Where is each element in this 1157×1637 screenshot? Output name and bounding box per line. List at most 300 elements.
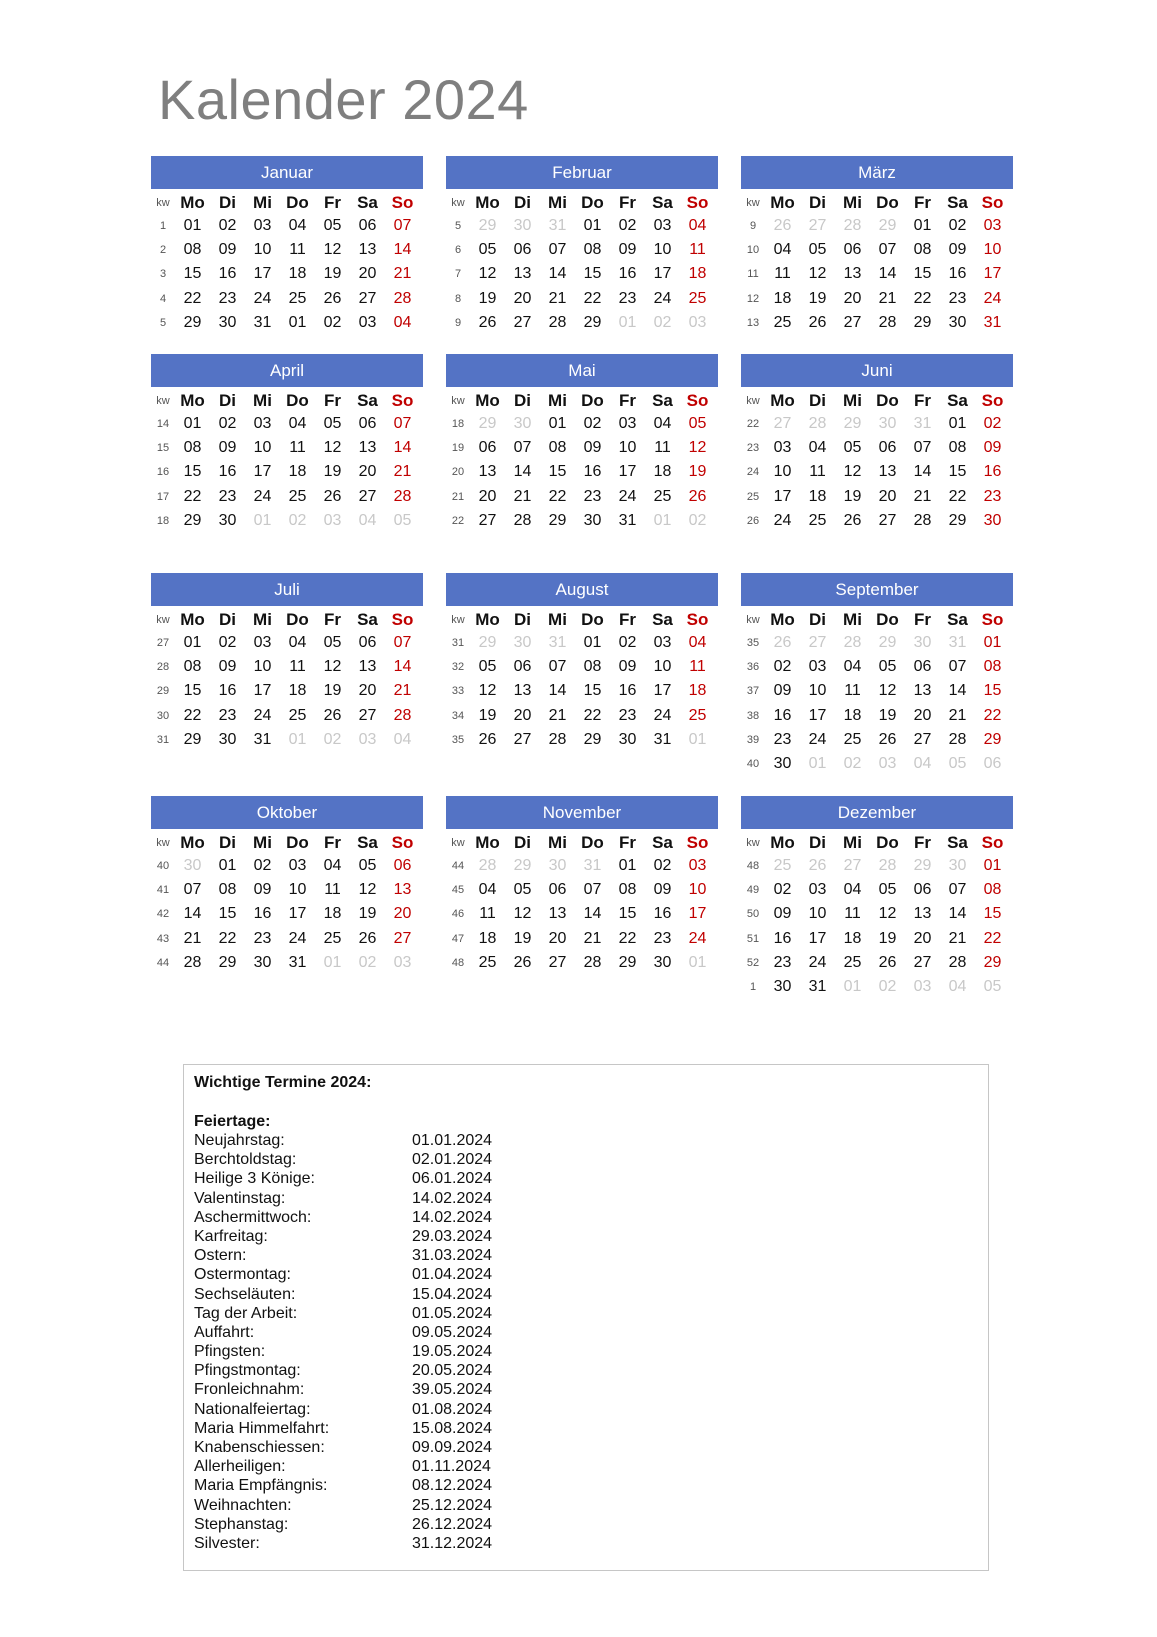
week-row [741, 728, 1013, 752]
day-cell: 16 [218, 682, 237, 700]
day-cell: 14 [948, 682, 967, 700]
month-juli [151, 573, 423, 752]
month-header: Oktober [151, 796, 423, 829]
weekday-label: Mo [770, 391, 795, 410]
weekday-label: Di [514, 193, 531, 212]
weekday-label: Di [219, 391, 236, 410]
day-cell: 23 [218, 706, 237, 724]
day-cell: 08 [548, 439, 567, 457]
day-cell: 17 [808, 929, 827, 947]
day-cell: 21 [393, 265, 412, 283]
month-header: Juli [151, 573, 423, 606]
week-number: 6 [454, 244, 462, 257]
week-row [446, 902, 718, 926]
holiday-date: 01.05.2024 [412, 1304, 493, 1322]
day-cell: 26 [478, 730, 497, 748]
weekday-label: Di [809, 610, 826, 629]
day-cell-other-month: 27 [843, 857, 862, 875]
weekday-label: Mi [548, 193, 567, 212]
day-cell: 30 [773, 755, 792, 773]
day-cell: 09 [218, 658, 237, 676]
week-number: 32 [451, 661, 465, 674]
month-dezember [741, 796, 1013, 999]
week-number: 41 [156, 884, 170, 897]
day-cell: 04 [773, 241, 792, 259]
day-cell: 02 [948, 217, 967, 235]
day-cell: 02 [653, 857, 672, 875]
week-row [741, 238, 1013, 262]
day-cell: 25 [323, 929, 342, 947]
day-cell: 08 [983, 881, 1002, 899]
day-cell: 05 [513, 881, 532, 899]
week-row [151, 878, 423, 902]
week-row [151, 655, 423, 679]
holiday-row [194, 1246, 978, 1265]
day-cell: 29 [618, 953, 637, 971]
day-cell: 21 [183, 929, 202, 947]
day-cell: 25 [843, 953, 862, 971]
day-cell: 13 [513, 265, 532, 283]
day-cell: 22 [948, 487, 967, 505]
day-cell: 20 [513, 706, 532, 724]
day-cell-other-month: 01 [688, 730, 707, 748]
day-cell: 24 [288, 929, 307, 947]
day-cell: 09 [948, 241, 967, 259]
day-cell: 14 [548, 682, 567, 700]
day-cell-other-month: 31 [548, 634, 567, 652]
day-cell: 05 [358, 857, 377, 875]
day-cell: 21 [548, 706, 567, 724]
holiday-row [194, 1380, 978, 1399]
day-cell: 24 [808, 730, 827, 748]
month-header: Juni [741, 354, 1013, 387]
holiday-date: 01.04.2024 [412, 1266, 493, 1284]
holiday-date: 19.05.2024 [412, 1343, 493, 1361]
kw-label: kw [746, 837, 760, 849]
day-cell: 28 [393, 487, 412, 505]
weekday-label: Mi [253, 610, 272, 629]
day-cell: 29 [218, 953, 237, 971]
weekday-label: Fr [324, 610, 341, 629]
weekday-label: Do [876, 610, 899, 629]
day-cell: 18 [688, 682, 707, 700]
day-cell: 23 [618, 289, 637, 307]
day-cell: 27 [913, 730, 932, 748]
weekday-label: Do [581, 833, 604, 852]
holiday-name: Fronleichnahm: [194, 1381, 305, 1399]
week-row [446, 485, 718, 509]
week-row [741, 287, 1013, 311]
day-cell-other-month: 06 [983, 755, 1002, 773]
weekday-label: Di [219, 833, 236, 852]
day-cell: 13 [358, 658, 377, 676]
day-cell: 22 [983, 706, 1002, 724]
day-cell: 01 [583, 634, 602, 652]
day-cell-other-month: 02 [688, 511, 707, 529]
day-cell-other-month: 31 [583, 857, 602, 875]
day-cell: 17 [288, 905, 307, 923]
day-cell: 29 [948, 511, 967, 529]
day-cell-other-month: 02 [358, 953, 377, 971]
day-cell: 08 [583, 241, 602, 259]
week-row [151, 412, 423, 436]
day-cell: 28 [548, 313, 567, 331]
day-cell: 29 [583, 730, 602, 748]
day-cell: 30 [583, 511, 602, 529]
weekday-row [446, 390, 718, 412]
day-cell: 28 [913, 511, 932, 529]
day-cell: 05 [878, 881, 897, 899]
weekday-label: So [686, 193, 709, 212]
day-cell: 27 [393, 929, 412, 947]
week-row [741, 902, 1013, 926]
day-cell: 30 [218, 511, 237, 529]
weekday-label: Mi [253, 193, 272, 212]
holiday-row [194, 1361, 978, 1380]
day-cell-other-month: 30 [548, 857, 567, 875]
week-number: 47 [451, 932, 465, 945]
day-cell: 04 [288, 217, 307, 235]
day-cell-other-month: 26 [773, 634, 792, 652]
day-cell: 26 [323, 487, 342, 505]
week-row [741, 752, 1013, 776]
day-cell: 03 [253, 217, 272, 235]
day-cell: 12 [323, 658, 342, 676]
day-cell: 12 [878, 682, 897, 700]
holiday-row [194, 1534, 978, 1553]
week-number: 5 [159, 316, 167, 329]
day-cell: 29 [548, 511, 567, 529]
day-cell: 10 [253, 439, 272, 457]
day-cell: 15 [618, 905, 637, 923]
weekday-label: Mo [770, 193, 795, 212]
day-cell: 28 [548, 730, 567, 748]
day-cell: 19 [878, 706, 897, 724]
day-cell: 07 [513, 439, 532, 457]
day-cell-other-month: 01 [288, 730, 307, 748]
weekday-label: Sa [652, 193, 673, 212]
day-cell: 27 [913, 953, 932, 971]
week-row [151, 238, 423, 262]
day-cell: 17 [653, 265, 672, 283]
day-cell-other-month: 28 [478, 857, 497, 875]
weekday-label: So [686, 391, 709, 410]
weekday-label: Do [876, 193, 899, 212]
day-cell: 01 [183, 415, 202, 433]
day-cell: 11 [324, 881, 341, 899]
week-row [446, 214, 718, 238]
week-row [741, 679, 1013, 703]
week-number: 35 [451, 733, 465, 746]
weekday-label: Sa [947, 391, 968, 410]
day-cell: 06 [393, 857, 412, 875]
day-cell: 03 [653, 634, 672, 652]
day-cell: 13 [393, 881, 412, 899]
day-cell: 10 [773, 463, 792, 481]
week-row [741, 655, 1013, 679]
day-cell-other-month: 28 [808, 415, 827, 433]
weekday-label: So [391, 391, 414, 410]
day-cell: 13 [913, 905, 932, 923]
holiday-date: 29.03.2024 [412, 1227, 493, 1245]
day-cell: 20 [358, 265, 377, 283]
day-cell-other-month: 29 [843, 415, 862, 433]
day-cell: 03 [288, 857, 307, 875]
day-cell: 31 [983, 313, 1002, 331]
weekday-label: Sa [357, 833, 378, 852]
holiday-row [194, 1169, 978, 1188]
holiday-row [194, 1227, 978, 1246]
month-mai [446, 354, 718, 533]
week-row [151, 311, 423, 335]
day-cell: 19 [808, 289, 827, 307]
day-cell: 05 [323, 634, 342, 652]
weekday-label: Mo [475, 610, 500, 629]
weekday-label: Sa [652, 610, 673, 629]
day-cell: 18 [323, 905, 342, 923]
day-cell: 27 [843, 313, 862, 331]
day-cell: 27 [358, 289, 377, 307]
day-cell: 07 [948, 658, 967, 676]
day-cell: 12 [878, 905, 897, 923]
day-cell-other-month: 03 [393, 953, 412, 971]
day-cell: 01 [983, 857, 1002, 875]
day-cell: 21 [583, 929, 602, 947]
day-cell: 13 [478, 463, 497, 481]
month-februar [446, 156, 718, 335]
day-cell: 28 [183, 953, 202, 971]
day-cell-other-month: 02 [653, 313, 672, 331]
week-number: 22 [746, 418, 760, 431]
day-cell: 19 [843, 487, 862, 505]
day-cell: 05 [688, 415, 707, 433]
day-cell: 08 [183, 658, 202, 676]
weekday-label: Fr [324, 193, 341, 212]
weekday-label: Do [581, 193, 604, 212]
weekday-label: Mi [843, 193, 862, 212]
day-cell: 23 [948, 289, 967, 307]
day-cell: 08 [183, 439, 202, 457]
day-cell: 01 [618, 857, 637, 875]
week-number: 37 [746, 685, 760, 698]
day-cell: 07 [393, 217, 412, 235]
day-cell: 02 [583, 415, 602, 433]
day-cell: 04 [843, 658, 862, 676]
day-cell: 06 [548, 881, 567, 899]
week-number: 52 [746, 956, 760, 969]
week-number: 23 [746, 442, 760, 455]
week-number: 35 [746, 637, 760, 650]
holiday-row [194, 1131, 978, 1150]
weekday-label: Fr [619, 610, 636, 629]
holiday-name: Aschermittwoch: [194, 1208, 312, 1226]
day-cell-other-month: 03 [323, 511, 342, 529]
day-cell: 29 [183, 730, 202, 748]
day-cell-other-month: 05 [948, 755, 967, 773]
holiday-row [194, 1419, 978, 1438]
week-number: 8 [454, 292, 462, 305]
weekday-label: Sa [947, 610, 968, 629]
day-cell: 25 [808, 511, 827, 529]
day-cell: 21 [948, 706, 967, 724]
day-cell: 30 [253, 953, 272, 971]
week-number: 9 [749, 220, 757, 233]
weekday-label: Fr [914, 193, 931, 212]
day-cell: 24 [688, 929, 707, 947]
day-cell: 16 [948, 265, 967, 283]
week-number: 1 [749, 981, 757, 994]
month-oktober [151, 796, 423, 975]
week-row [446, 854, 718, 878]
day-cell: 14 [393, 439, 412, 457]
day-cell: 07 [948, 881, 967, 899]
day-cell: 11 [774, 265, 791, 283]
day-cell: 25 [688, 706, 707, 724]
week-number: 28 [156, 661, 170, 674]
weekday-label: So [686, 833, 709, 852]
holiday-row [194, 1476, 978, 1495]
week-row [151, 509, 423, 533]
weekday-row [151, 832, 423, 854]
holiday-name: Ostermontag: [194, 1266, 291, 1284]
day-cell: 18 [653, 463, 672, 481]
kw-label: kw [156, 395, 170, 407]
day-cell: 02 [218, 415, 237, 433]
weekday-label: Fr [914, 391, 931, 410]
week-row [741, 214, 1013, 238]
day-cell: 08 [583, 658, 602, 676]
day-cell: 19 [688, 463, 707, 481]
day-cell: 24 [808, 953, 827, 971]
day-cell: 03 [808, 881, 827, 899]
day-cell: 14 [393, 658, 412, 676]
kw-label: kw [156, 837, 170, 849]
day-cell: 03 [773, 439, 792, 457]
month-header: November [446, 796, 718, 829]
day-cell: 30 [218, 730, 237, 748]
day-cell: 09 [218, 439, 237, 457]
weekday-label: Do [286, 833, 309, 852]
week-number: 12 [746, 292, 760, 305]
week-number: 1 [159, 220, 167, 233]
day-cell: 01 [183, 634, 202, 652]
day-cell: 17 [253, 265, 272, 283]
holiday-name: Knabenschiessen: [194, 1439, 325, 1456]
day-cell: 07 [878, 241, 897, 259]
day-cell-other-month: 03 [688, 313, 707, 331]
week-number: 19 [451, 442, 465, 455]
day-cell: 19 [513, 929, 532, 947]
weekday-row [741, 832, 1013, 854]
weekday-label: Di [809, 833, 826, 852]
day-cell: 05 [323, 217, 342, 235]
day-cell-other-month: 30 [513, 217, 532, 235]
day-cell: 17 [773, 487, 792, 505]
day-cell: 14 [393, 241, 412, 259]
day-cell: 25 [653, 487, 672, 505]
holiday-date: 01.08.2024 [412, 1400, 493, 1418]
holiday-date: 31.12.2024 [412, 1534, 493, 1552]
day-cell: 18 [773, 289, 792, 307]
day-cell: 10 [288, 881, 307, 899]
day-cell: 31 [288, 953, 307, 971]
month-januar [151, 156, 423, 335]
day-cell: 24 [653, 289, 672, 307]
day-cell-other-month: 27 [808, 634, 827, 652]
kw-label: kw [156, 197, 170, 209]
day-cell: 10 [688, 881, 707, 899]
day-cell-other-month: 02 [843, 755, 862, 773]
week-row [446, 460, 718, 484]
day-cell: 16 [218, 265, 237, 283]
day-cell: 11 [689, 241, 706, 259]
day-cell: 13 [358, 241, 377, 259]
day-cell-other-month: 26 [808, 857, 827, 875]
day-cell: 27 [358, 487, 377, 505]
week-row [741, 878, 1013, 902]
day-cell: 17 [653, 682, 672, 700]
holiday-name: Neujahrstag: [194, 1132, 285, 1149]
day-cell: 06 [358, 415, 377, 433]
week-row [151, 902, 423, 926]
day-cell: 03 [358, 313, 377, 331]
holiday-date: 01.11.2024 [412, 1458, 491, 1476]
day-cell: 30 [983, 511, 1002, 529]
weekday-row [446, 192, 718, 214]
holiday-row [194, 1304, 978, 1323]
day-cell: 03 [653, 217, 672, 235]
week-row [446, 412, 718, 436]
day-cell: 26 [808, 313, 827, 331]
day-cell-other-month: 29 [878, 217, 897, 235]
week-row [446, 631, 718, 655]
day-cell: 05 [808, 241, 827, 259]
day-cell: 11 [689, 658, 706, 676]
day-cell: 09 [653, 881, 672, 899]
day-cell: 24 [253, 487, 272, 505]
holiday-row [194, 1208, 978, 1227]
day-cell: 18 [288, 682, 307, 700]
day-cell: 14 [548, 265, 567, 283]
day-cell: 15 [583, 682, 602, 700]
holiday-row [194, 1400, 978, 1419]
day-cell: 09 [773, 682, 792, 700]
day-cell: 11 [809, 463, 826, 481]
day-cell: 27 [478, 511, 497, 529]
day-cell: 20 [478, 487, 497, 505]
day-cell-other-month: 01 [688, 953, 707, 971]
weekday-label: Sa [357, 610, 378, 629]
day-cell: 02 [773, 881, 792, 899]
day-cell: 15 [983, 682, 1002, 700]
day-cell: 11 [844, 682, 861, 700]
month-april [151, 354, 423, 533]
week-row [741, 412, 1013, 436]
day-cell: 26 [878, 953, 897, 971]
day-cell-other-month: 31 [548, 217, 567, 235]
day-cell: 18 [843, 929, 862, 947]
weekday-label: Di [514, 391, 531, 410]
day-cell: 06 [913, 658, 932, 676]
week-number: 40 [746, 758, 760, 771]
page-title: Kalender 2024 [158, 68, 529, 131]
day-cell: 28 [948, 730, 967, 748]
day-cell-other-month: 29 [513, 857, 532, 875]
day-cell: 09 [218, 241, 237, 259]
day-cell: 21 [913, 487, 932, 505]
day-cell: 03 [253, 415, 272, 433]
day-cell-other-month: 04 [913, 755, 932, 773]
